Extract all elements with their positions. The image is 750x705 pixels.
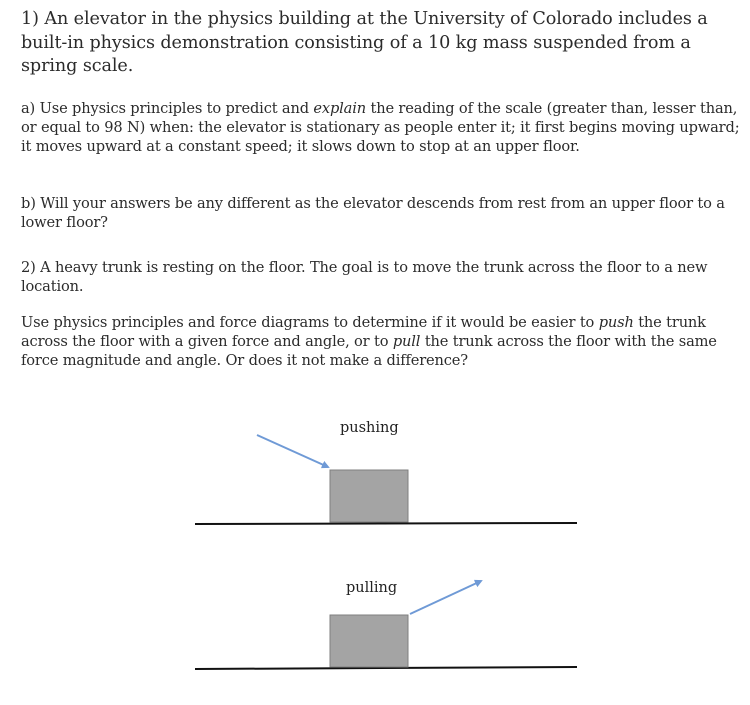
pushing-label: pushing	[340, 420, 399, 436]
push-force-arrow-icon	[257, 435, 328, 467]
pull-force-arrow-icon	[410, 581, 481, 614]
floor-line	[195, 667, 577, 669]
question-1-part-a	[21, 99, 746, 157]
prompt-part1: Use physics principles and force diagrams to determine if it would be easier to	[21, 314, 599, 331]
push-word: push	[598, 314, 634, 331]
part-a-suffix: the reading of the scale (greater than, lesser than, or equal to 98 N) when: the elevator is stationary as people enter it; it first begins moving upward; it moves upward at a constant speed; it slows down to stop at an upper floor.	[21, 100, 740, 156]
prompt-part3: the trunk across the floor with the same force magnitude and angle. Or does it not make a difference?	[21, 333, 717, 370]
pull-word: pull	[392, 333, 421, 351]
part-a-emphasis: explain	[313, 100, 366, 117]
question-1-part-b: b) Will your answers be any different as the elevator descends from rest from an upper floor to a lower floor?	[21, 195, 725, 232]
prompt-part2: the trunk across the floor with a given force and angle, or to	[21, 314, 706, 351]
pulling-label: pulling	[346, 580, 398, 596]
floor-line	[195, 523, 577, 524]
trunk-box	[330, 615, 408, 667]
question-2-prompt	[21, 313, 746, 371]
question-2-intro: 2) A heavy trunk is resting on the floor. The goal is to move the trunk across the floor to a new location.	[21, 259, 708, 296]
question-1-intro: 1) An elevator in the physics building at the University of Colorado includes a built-in physics demonstration consisting of a 10 kg mass suspended from a spring scale.	[21, 9, 708, 76]
trunk-box	[330, 470, 408, 522]
part-a-prefix: a) Use physics principles to predict and	[21, 100, 314, 117]
pushing-diagram	[195, 435, 577, 524]
